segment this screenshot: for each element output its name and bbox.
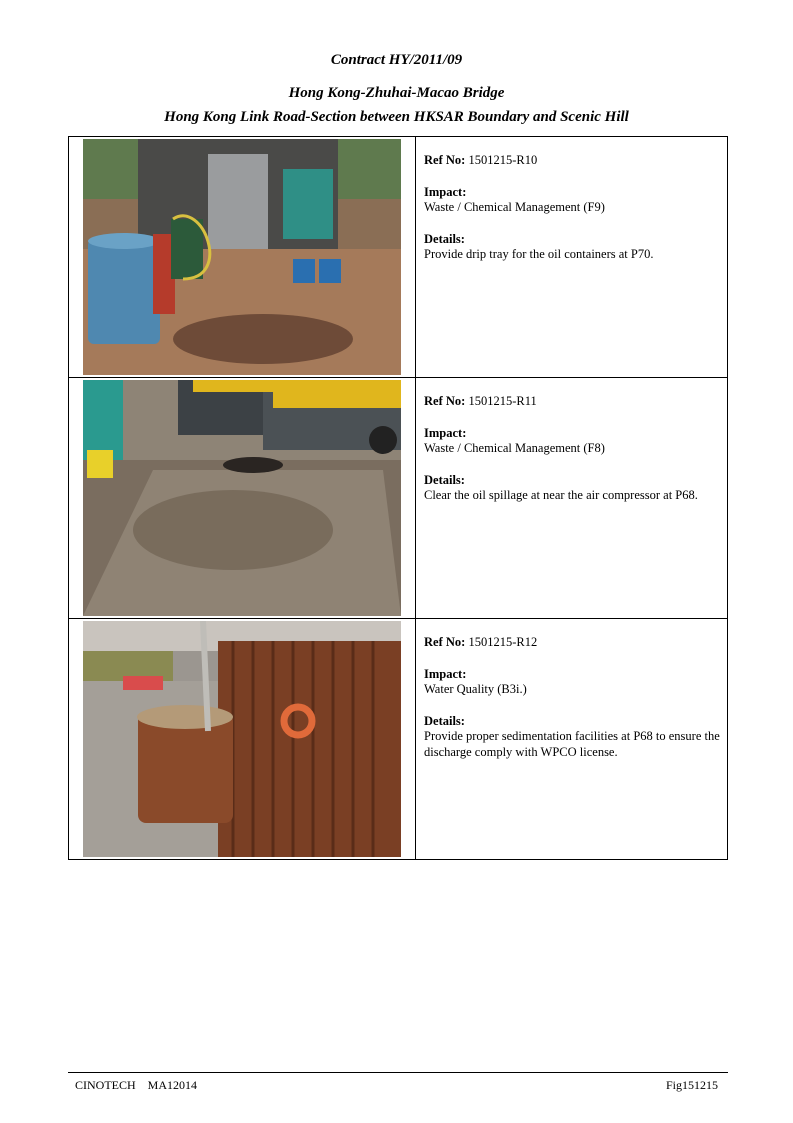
details-value: Clear the oil spillage at near the air compressor at P68. — [424, 488, 698, 502]
details-value: Provide proper sedimentation facilities at P68 to ensure the discharge comply with WPCO license. — [424, 729, 720, 759]
impact-field — [424, 426, 727, 457]
photo-cell — [69, 137, 416, 378]
details-field — [424, 232, 727, 263]
inspection-table — [68, 136, 728, 860]
footer-figure-number: Fig151215 — [665, 1078, 718, 1092]
details-field — [424, 473, 727, 504]
details-label: Details: — [424, 472, 465, 487]
photo-cell — [69, 619, 416, 860]
contract-title: Contract HY/2011/09 — [330, 52, 463, 68]
table-row — [69, 619, 728, 860]
footer-company: CINOTECH MA12014 — [75, 1078, 197, 1092]
details-label: Details: — [424, 713, 465, 728]
details-field — [424, 714, 727, 761]
project-title: Hong Kong-Zhuhai-Macao Bridge — [288, 85, 505, 101]
table-row — [69, 137, 728, 378]
impact-value: Waste / Chemical Management (F9) — [424, 200, 605, 214]
footer-divider — [68, 1072, 728, 1073]
site-photo-drums — [83, 139, 401, 375]
section-title: Hong Kong Link Road-Section between HKSAR Boundary and Scenic Hill — [164, 109, 629, 125]
site-photo-compressor — [83, 380, 401, 616]
impact-label: Impact: — [424, 184, 467, 199]
ref-label: Ref No: — [424, 394, 466, 408]
ref-field — [424, 153, 727, 169]
ref-value: 1501215-R10 — [468, 153, 538, 167]
record-cell — [416, 619, 728, 860]
site-photo-sedimentation — [83, 621, 401, 857]
impact-label: Impact: — [424, 425, 467, 440]
ref-value: 1501215-R11 — [468, 394, 537, 408]
ref-field — [424, 635, 727, 651]
impact-field — [424, 667, 727, 698]
ref-field — [424, 394, 727, 410]
details-label: Details: — [424, 231, 465, 246]
impact-label: Impact: — [424, 666, 467, 681]
impact-value: Waste / Chemical Management (F8) — [424, 441, 605, 455]
photo-cell — [69, 378, 416, 619]
record-cell — [416, 378, 728, 619]
ref-label: Ref No: — [424, 153, 466, 167]
details-value: Provide drip tray for the oil containers at P70. — [424, 247, 654, 261]
ref-value: 1501215-R12 — [468, 635, 538, 649]
table-row — [69, 378, 728, 619]
impact-field — [424, 185, 727, 216]
ref-label: Ref No: — [424, 635, 466, 649]
impact-value: Water Quality (B3i.) — [424, 682, 527, 696]
record-cell — [416, 137, 728, 378]
